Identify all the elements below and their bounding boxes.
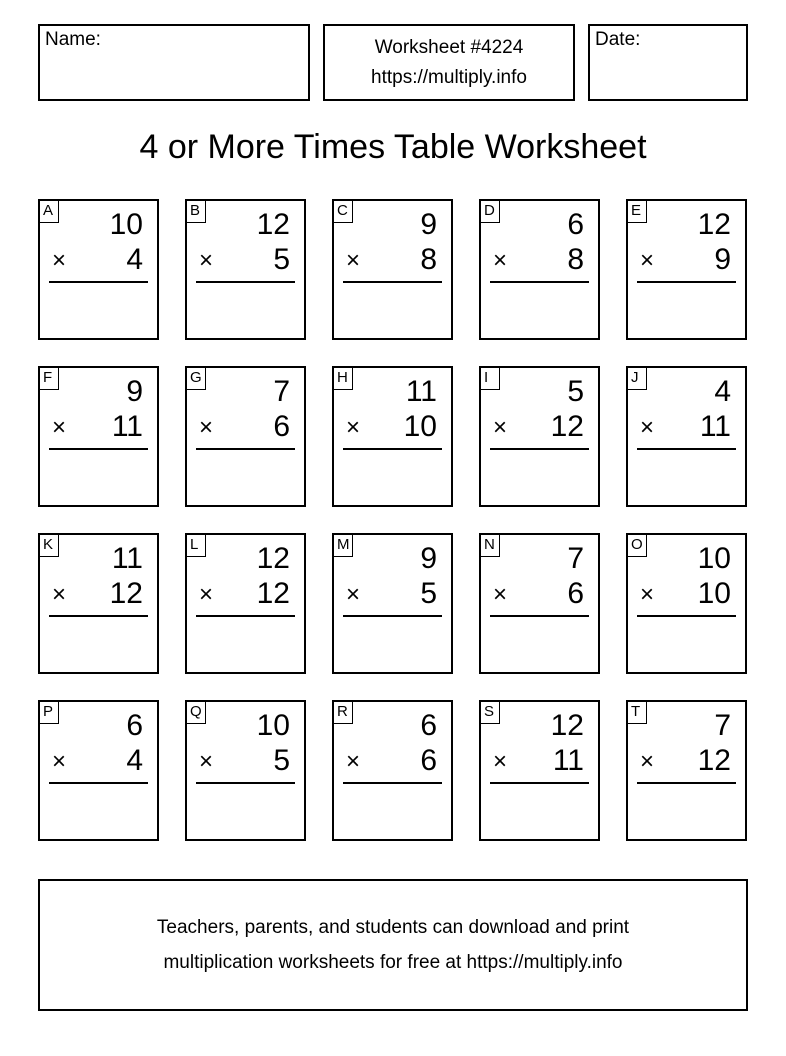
- problem-card[interactable]: [38, 199, 159, 340]
- problem-letter: S: [481, 702, 500, 724]
- problem-letter: A: [40, 201, 59, 223]
- multiply-icon: ×: [199, 247, 214, 274]
- multiply-icon: ×: [52, 581, 67, 608]
- multiplicand: 7: [273, 375, 290, 408]
- problem-letter: M: [334, 535, 353, 557]
- multiplier: 5: [273, 744, 290, 777]
- multiply-icon: ×: [493, 581, 508, 608]
- answer-line: [196, 615, 295, 617]
- problem-card[interactable]: [479, 533, 600, 674]
- answer-line: [637, 281, 736, 283]
- multiplicand: 9: [126, 375, 143, 408]
- problem-card[interactable]: [332, 533, 453, 674]
- problem-card[interactable]: [38, 533, 159, 674]
- multiply-icon: ×: [493, 748, 508, 775]
- problem-letter: R: [334, 702, 353, 724]
- site-url: https://multiply.info: [371, 67, 527, 88]
- answer-line: [490, 281, 589, 283]
- multiply-icon: ×: [640, 581, 655, 608]
- multiply-icon: ×: [346, 247, 361, 274]
- problem-card[interactable]: [332, 366, 453, 507]
- problem-letter: H: [334, 368, 353, 390]
- problem-letter: K: [40, 535, 59, 557]
- problem-letter: D: [481, 201, 500, 223]
- multiplier: 4: [126, 243, 143, 276]
- problem-card[interactable]: [626, 366, 747, 507]
- problem-card[interactable]: [479, 199, 600, 340]
- problem-card[interactable]: [626, 199, 747, 340]
- problem-grid: [38, 199, 748, 843]
- page-title: 4 or More Times Table Worksheet: [139, 128, 647, 166]
- problem-card[interactable]: [185, 366, 306, 507]
- answer-line: [637, 448, 736, 450]
- problem-letter: C: [334, 201, 353, 223]
- footer-note: [38, 879, 748, 1011]
- problem-card[interactable]: [185, 700, 306, 841]
- answer-line: [49, 448, 148, 450]
- multiplicand: 12: [256, 208, 290, 241]
- answer-line: [196, 782, 295, 784]
- name-label: Name:: [45, 29, 101, 50]
- problem-card[interactable]: [38, 700, 159, 841]
- multiplicand: 10: [697, 542, 731, 575]
- multiplicand: 10: [256, 709, 290, 742]
- multiply-icon: ×: [52, 414, 67, 441]
- problem-letter: L: [187, 535, 206, 557]
- problem-letter: G: [187, 368, 206, 390]
- multiplier: 11: [111, 410, 143, 443]
- answer-line: [49, 281, 148, 283]
- multiplier: 6: [273, 410, 290, 443]
- answer-line: [490, 782, 589, 784]
- problem-letter: N: [481, 535, 500, 557]
- multiply-icon: ×: [493, 247, 508, 274]
- problem-letter: J: [628, 368, 647, 390]
- multiplier: 6: [420, 744, 437, 777]
- problem-letter: T: [628, 702, 647, 724]
- problem-card[interactable]: [332, 199, 453, 340]
- multiply-icon: ×: [346, 581, 361, 608]
- multiplicand: 6: [567, 208, 584, 241]
- answer-line: [343, 782, 442, 784]
- date-label: Date:: [595, 29, 641, 50]
- problem-letter: I: [481, 368, 500, 390]
- footer-line-2: multiplication worksheets for free at https://multiply.info: [163, 952, 623, 973]
- multiplicand: 7: [714, 709, 731, 742]
- multiply-icon: ×: [640, 247, 655, 274]
- multiply-icon: ×: [640, 748, 655, 775]
- multiplier: 12: [697, 744, 731, 777]
- answer-line: [343, 615, 442, 617]
- multiply-icon: ×: [52, 247, 67, 274]
- multiplier: 12: [550, 410, 584, 443]
- multiplicand: 9: [420, 208, 437, 241]
- multiplicand: 6: [420, 709, 437, 742]
- problem-letter: Q: [187, 702, 206, 724]
- answer-line: [490, 448, 589, 450]
- multiplicand: 12: [256, 542, 290, 575]
- answer-line: [637, 782, 736, 784]
- multiply-icon: ×: [52, 748, 67, 775]
- multiplicand: 11: [111, 542, 143, 575]
- multiply-icon: ×: [199, 581, 214, 608]
- problem-letter: B: [187, 201, 206, 223]
- footer-line-1: Teachers, parents, and students can download and print: [156, 917, 630, 938]
- answer-line: [49, 782, 148, 784]
- multiplicand: 10: [109, 208, 143, 241]
- multiplier: 8: [567, 243, 584, 276]
- multiplier: 4: [126, 744, 143, 777]
- multiply-icon: ×: [199, 414, 214, 441]
- multiply-icon: ×: [199, 748, 214, 775]
- problem-letter: P: [40, 702, 59, 724]
- problem-letter: F: [40, 368, 59, 390]
- multiplier: 9: [714, 243, 731, 276]
- answer-line: [49, 615, 148, 617]
- multiplier: 10: [403, 410, 437, 443]
- multiply-icon: ×: [346, 414, 361, 441]
- multiplicand: 4: [714, 375, 731, 408]
- multiplicand: 11: [405, 375, 437, 408]
- problem-card[interactable]: [332, 700, 453, 841]
- multiplier: 11: [552, 744, 584, 777]
- multiplicand: 12: [697, 208, 731, 241]
- multiplicand: 7: [567, 542, 584, 575]
- multiplier: 12: [256, 577, 290, 610]
- problem-card[interactable]: [479, 366, 600, 507]
- name-field[interactable]: [38, 24, 310, 101]
- answer-line: [196, 448, 295, 450]
- multiplicand: 12: [550, 709, 584, 742]
- multiply-icon: ×: [640, 414, 655, 441]
- answer-line: [343, 448, 442, 450]
- answer-line: [343, 281, 442, 283]
- multiply-icon: ×: [493, 414, 508, 441]
- multiplier: 5: [420, 577, 437, 610]
- multiplier: 12: [109, 577, 143, 610]
- worksheet-id: Worksheet #4224: [374, 37, 524, 58]
- multiply-icon: ×: [346, 748, 361, 775]
- problem-card[interactable]: [626, 700, 747, 841]
- problem-card[interactable]: [185, 199, 306, 340]
- multiplicand: 9: [420, 542, 437, 575]
- multiplier: 8: [420, 243, 437, 276]
- problem-letter: O: [628, 535, 647, 557]
- answer-line: [637, 615, 736, 617]
- multiplier: 6: [567, 577, 584, 610]
- multiplicand: 5: [567, 375, 584, 408]
- problem-letter: E: [628, 201, 647, 223]
- multiplier: 11: [699, 410, 731, 443]
- worksheet-info-box: [323, 24, 575, 101]
- answer-line: [196, 281, 295, 283]
- problem-card[interactable]: [626, 533, 747, 674]
- date-field[interactable]: [588, 24, 748, 101]
- multiplier: 5: [273, 243, 290, 276]
- multiplier: 10: [697, 577, 731, 610]
- answer-line: [490, 615, 589, 617]
- problem-card[interactable]: [479, 700, 600, 841]
- multiplicand: 6: [126, 709, 143, 742]
- problem-card[interactable]: [185, 533, 306, 674]
- problem-card[interactable]: [38, 366, 159, 507]
